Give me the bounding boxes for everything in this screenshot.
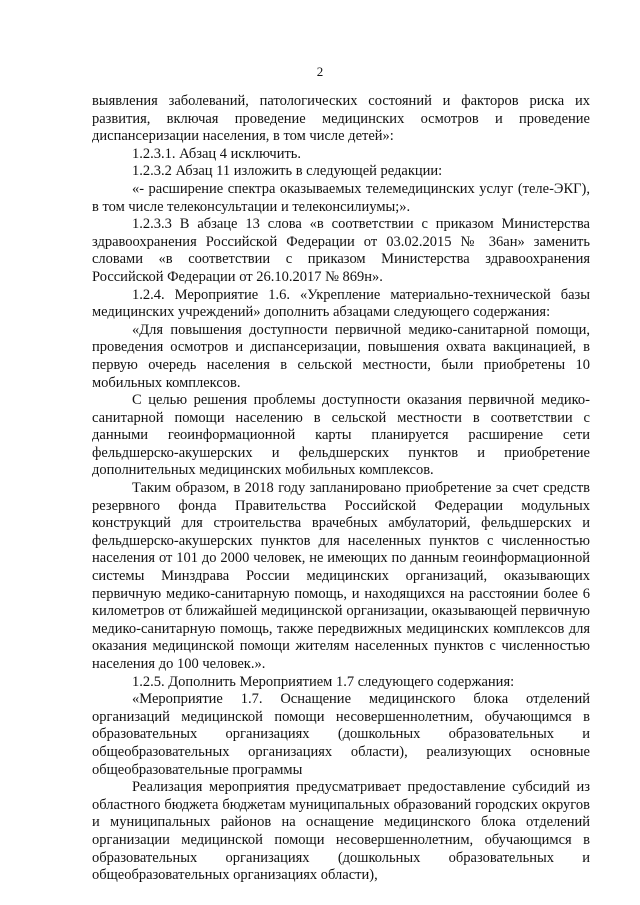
paragraph: 1.2.5. Дополнить Мероприятием 1.7 следующего содержания: <box>132 673 515 690</box>
document-body <box>92 93 590 885</box>
paragraph: 1.2.3.2 Абзац 11 изложить в следующей редакции: <box>132 163 443 180</box>
paragraph: «Мероприятие 1.7. Оснащение медицинского блока отделений организаций медицинской помощи несовершеннолетним, обучающимся в образовательных организациях (дошкольных образовательных и общеобразовательных организациях области), реализующих основные общеобразовательные программы <box>92 691 590 778</box>
paragraph: 1.2.3.3 В абзаце 13 слова «в соответствии с приказом Министерства здравоохранения Российской Федерации от 03.02.2015 № 36ан» заменить словами «в соответствии с приказом Министерства здравоохранения Российской Федерации от 26.10.2017 № 869н». <box>92 216 590 285</box>
paragraph: Реализация мероприятия предусматривает предоставление субсидий из областного бюджета бюджетам муниципальных образований городских округов и муниципальных районов на оснащение медицинского блока отделений организации медицинской помощи несовершеннолетним, обучающимся в образовательных организациях (дошкольных образовательных и общеобразовательных организациях области), <box>92 779 590 884</box>
paragraph: С целью решения проблемы доступности оказания первичной медико-санитарной помощи населению в сельской местности в соответствии с данными геоинформационной карты планируется расширение сети фельдшерско-акушерских и фельдшерских пунктов и приобретение дополнительных медицинских мобильных комплексов. <box>92 392 590 479</box>
paragraph: Таким образом, в 2018 году запланировано приобретение за счет средств резервного фонда Правительства Российской Федерации модульных конструкций для строительства врачебных амбулаторий, фельдшерских и фельдшерско-акушерских пунктов для населенных пунктов с численностью населения от 101 до 2000 человек, не имеющих по данным геоинформационной системы Минздрава России медицинских организаций, оказывающих первичную медико-санитарную помощь, и находящихся на расстоянии более 6 километров от ближайшей медицинской организации, оказывающей первичную медико-санитарную помощь, также передвижных медицинских комплексов для оказания медицинской помощи жителям населенных пунктов с численностью населения до 100 человек.». <box>92 480 590 672</box>
paragraph: «Для повышения доступности первичной медико-санитарной помощи, проведения осмотров и диспансеризации, повышения охвата вакцинацией, в первую очередь населения в сельской местности, были приобретены 10 мобильных комплексов. <box>92 321 590 391</box>
paragraph: 1.2.4. Мероприятие 1.6. «Укрепление материально-технической базы медицинских учреждений» дополнить абзацами следующего содержания: <box>92 286 590 321</box>
paragraph: 1.2.3.1. Абзац 4 исключить. <box>132 145 302 162</box>
paragraph: «- расширение спектра оказываемых телемедицинских услуг (теле-ЭКГ), в том числе телеконсультации и телеконсилиумы;». <box>92 180 590 215</box>
paragraph: выявления заболеваний, патологических состояний и факторов риска их развития, включая проведение медицинских осмотров и проведение диспансеризации населения, в том числе детей»: <box>92 93 590 145</box>
page-number: 2 <box>316 64 324 79</box>
